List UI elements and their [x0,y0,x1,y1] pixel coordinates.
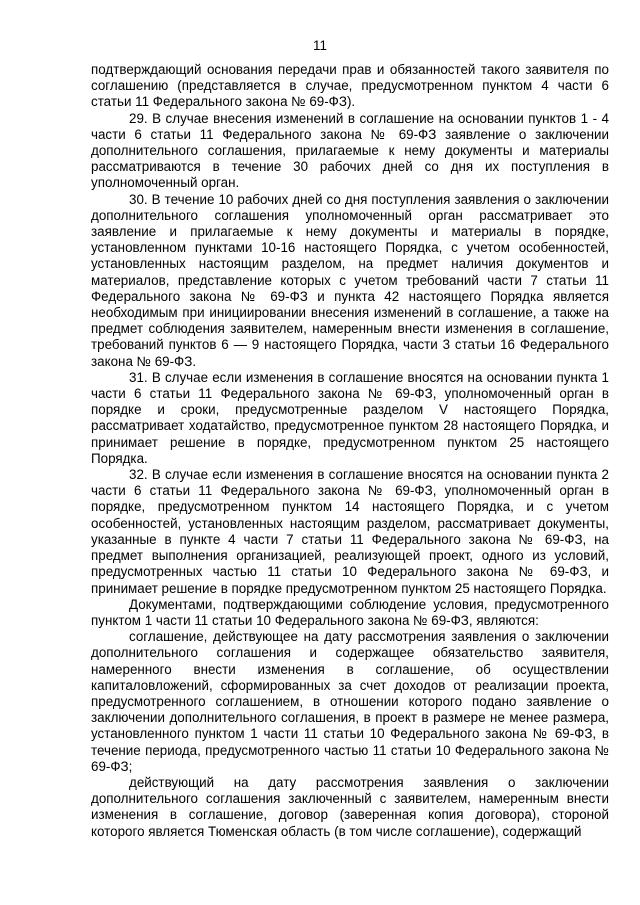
paragraph-continuation: подтверждающий основания передачи прав и обязанностей такого заявителя по соглашению (представляется в случае, предусмотренном пунктом 4 части 6 статьи 11 Федерального закона № 69-ФЗ). [91,62,609,110]
paragraph-29: 29. В случае внесения изменений в соглашение на основании пунктов 1 - 4 части 6 статьи 11 Федерального закона № 69-ФЗ заявление о заключении дополнительного соглашения, прилагаемые к нему документы и материалы рассматриваются в течение 30 рабочих дней со дня их поступления в уполномоченный орган. [91,110,609,191]
paragraph-contract-item: действующий на дату рассмотрения заявления о заключении дополнительного соглашения заключенный с заявителем, намеренным внести изменения в соглашение, договор (заверенная копия договора), стороной которого является Тюменская область (в том числе соглашение), содержащий [91,774,609,839]
paragraph-30: 30. В течение 10 рабочих дней со дня поступления заявления о заключении дополнительного соглашения уполномоченный орган рассматривает это заявление и прилагаемые к нему документы и материалы в порядке, установленном пунктами 10-16 настоящего Порядка, с учетом особенностей, установленных настоящим разделом, на предмет наличия документов и материалов, представление которых с учетом требований части 7 статьи 11 Федерального закона № 69-ФЗ и пункта 42 настоящего Порядка является необходимым при инициировании внесения изменений в соглашение, а также на предмет соблюдения заявителем, намеренным внести изменения в соглашение, требований пунктов 6 — 9 настоящего Порядка, части 3 статьи 16 Федерального закона № 69-ФЗ. [91,191,609,369]
page-number: 11 [313,38,327,53]
document-body [91,62,609,840]
paragraph-32: 32. В случае если изменения в соглашение вносятся на основании пункта 2 части 6 статьи 11 Федерального закона № 69-ФЗ, уполномоченный орган в порядке, предусмотренном пунктом 14 настоящего Порядка, и с учетом особенностей, установленных настоящим разделом, рассматривает документы, указанные в пункте 4 части 7 статьи 11 Федерального закона № 69-ФЗ, на предмет выполнения организацией, реализующей проект, одного из условий, предусмотренных частью 11 статьи 10 Федерального закона № 69-ФЗ, и принимает решение в порядке предусмотренном пунктом 25 настоящего Порядка. [91,467,609,596]
paragraph-documents-intro: Документами, подтверждающими соблюдение условия, предусмотренного пунктом 1 части 11 статьи 10 Федерального закона № 69-ФЗ, являются: [91,596,609,628]
paragraph-agreement-item: соглашение, действующее на дату рассмотрения заявления о заключении дополнительного соглашения и содержащее обязательство заявителя, намеренного внести изменения в соглашение, об осуществлении капиталовложений, сформированных за счет доходов от реализации проекта, предусмотренного соглашением, в отношении которого подано заявление о заключении дополнительного соглашения, в проект в размере не менее размера, установленного пунктом 1 части 11 статьи 10 Федерального закона № 69-ФЗ, в течение периода, предусмотренного частью 11 статьи 10 Федерального закона № 69-ФЗ; [91,629,609,774]
paragraph-31: 31. В случае если изменения в соглашение вносятся на основании пункта 1 части 6 статьи 11 Федерального закона № 69-ФЗ, уполномоченный орган в порядке и сроки, предусмотренные разделом V настоящего Порядка, рассматривает ходатайство, предусмотренное пунктом 28 настоящего Порядка, и принимает решение в порядке, предусмотренном пунктом 25 настоящего Порядка. [91,369,609,466]
